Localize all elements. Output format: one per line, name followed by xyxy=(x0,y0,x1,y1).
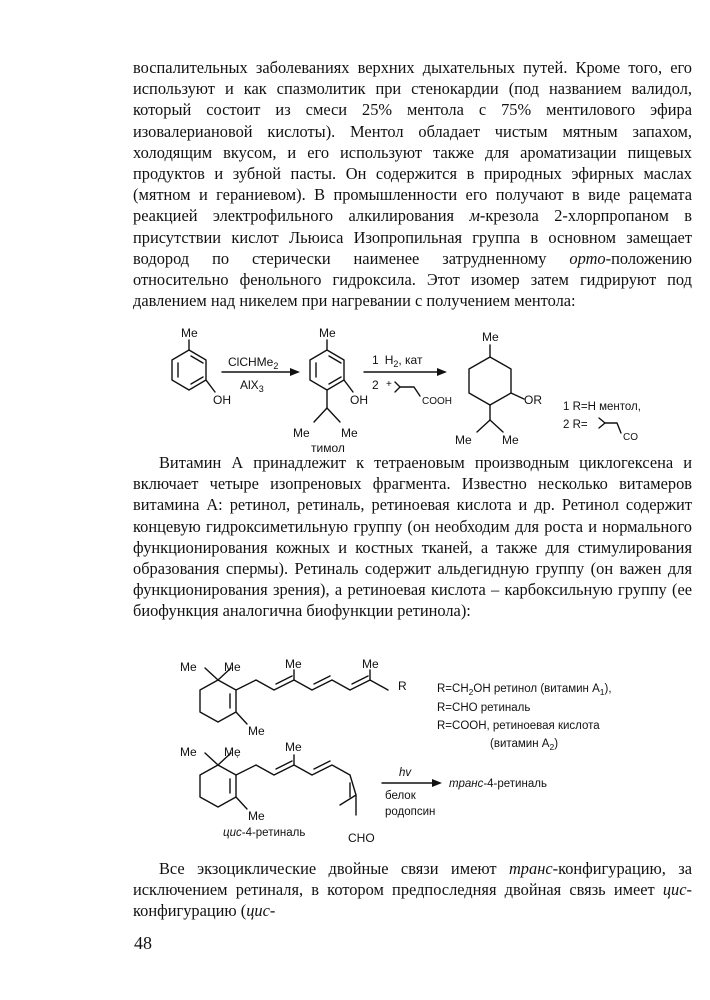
legend-ester-prefix: 2 R= xyxy=(563,419,588,431)
vitamin-a2-note: (витамин $A_2$) xyxy=(490,738,559,752)
paragraph-menthol: воспалительных заболеваниях верхних дыхательных путей. Кроме того, его используют и как спазмолитик при стенокардии (под названием валидол, который состоит из смеси 25% ментола с 75% ментилового эфира изовалериановой кислоты). Ментол обладает чистым мятным запахом, холодящим вкусом, и его используют также для ароматизации пищевых продуктов и зубной пасты. Он содержится в природных эфирных маслах (мятном и гераниевом). В промышленности его получают в виде рацемата реакцией электрофильного алкилирования м-крезола 2-хлорпропаном в присутствии кислот Льюиса Изопропильная группа в основном замещает водород по стерически наименее затрудненному орто-положению относительно фенольного гидроксила. Этот изомер затем гидрируют под давлением над никелем при нагревании с получением ментола: xyxy=(133,58,693,311)
me-label: Me xyxy=(248,724,265,738)
hv-label: hv xyxy=(399,767,412,779)
paragraph-vitamin-a: Витамин А принадлежит к тетраеновым производным циклогексена и включает четыре изопреновых фрагмента. Известно несколько витамеров витамина А: ретинол, ретиналь, ретиноевая кислота и др. Ретинол содержит концевую гидроксиметильную группу (он необходим для роста и нормального функционирования кожных и костных тканей, а также для стимулирования образования спермы). Ретиналь содержит альдегидную группу (он важен для функционирования зрения), а ретиноевая кислота – карбоксильную группу (ее биофункция аналогична биофункции ретинола): xyxy=(133,453,692,621)
retinoid-structure xyxy=(180,657,407,738)
me-label: Me xyxy=(248,809,265,823)
me-label: Me xyxy=(180,660,197,674)
step1-conditions: 1 $H_2$, кат xyxy=(372,353,423,369)
reagent-lewis-acid: AlX$_3$ xyxy=(240,378,264,394)
r-label: R xyxy=(398,679,407,693)
me-label: Me xyxy=(362,657,379,671)
thymol-structure xyxy=(293,326,368,455)
me-label: Me xyxy=(455,433,472,447)
co-label: CO xyxy=(623,432,638,443)
menthol-structure xyxy=(455,330,542,447)
step2-plus: + xyxy=(386,379,392,390)
paragraph-configuration: Все экзоциклические двойные связи имеют транс-конфигурацию, за исключением ретиналя, в котором предпоследняя двойная связь имеет цис-конфигурацию (цис- xyxy=(133,859,692,921)
oh-label: OH xyxy=(213,393,231,407)
rhodopsin-label: родопсин xyxy=(385,806,436,818)
me-label: Mẹ xyxy=(224,745,241,759)
page-number: 48 xyxy=(134,933,152,953)
me-label: Me xyxy=(502,433,519,447)
me-label: Me xyxy=(319,326,336,340)
me-label: Me xyxy=(285,657,302,671)
reagent-chlorine-compound: ClCHMe$_2$ xyxy=(228,355,279,371)
trans-retinal-product: транс-4-ретиналь xyxy=(449,778,547,790)
cis-retinal-label: цис-4-ретиналь xyxy=(223,827,306,839)
protein-label: белок xyxy=(385,790,416,802)
cooh-label: COOH xyxy=(422,396,452,407)
retinol-definition: $R=CH_2OH$ ретинол (витамин $A_1$), xyxy=(437,683,612,697)
cho-label: CHO xyxy=(348,831,375,845)
cis-retinal-structure xyxy=(180,740,375,845)
me-label: Me xyxy=(224,660,241,674)
or-label: OR xyxy=(524,393,542,407)
retinal-definition: R=CHO ретиналь xyxy=(437,702,531,714)
me-label: Me xyxy=(180,745,197,759)
oh-label: OH xyxy=(350,393,368,407)
me-label: Me xyxy=(341,426,358,440)
step2-number: 2 xyxy=(372,378,379,392)
me-label: Me xyxy=(293,426,310,440)
retinoic-acid-definition: R=COOH, ретиноевая кислота xyxy=(437,720,600,732)
legend-menthol: 1 R=H ментол, xyxy=(563,401,641,413)
m-cresol-structure xyxy=(172,326,231,407)
me-label: Me xyxy=(181,326,198,340)
thymol-label: тимол xyxy=(311,441,345,455)
me-label: Me xyxy=(482,330,499,344)
me-label: Me xyxy=(285,740,302,754)
